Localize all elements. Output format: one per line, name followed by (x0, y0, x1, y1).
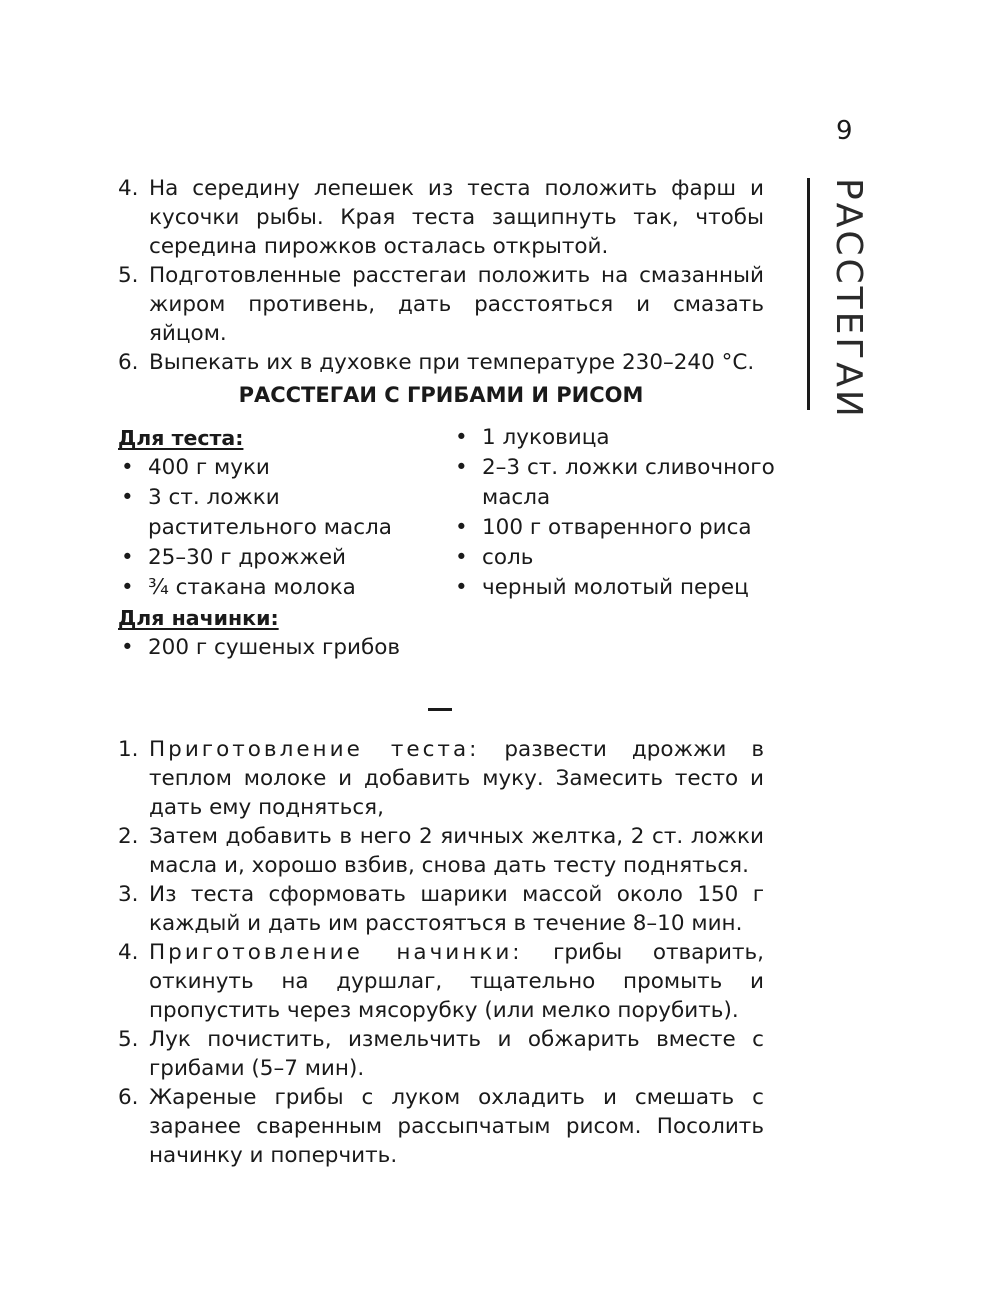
step-item (118, 1083, 764, 1170)
step-item (118, 880, 764, 938)
filling-heading: Для начинки: (118, 606, 279, 630)
ingredient-item: • 400 г муки (118, 453, 448, 483)
step-item (118, 735, 764, 822)
step-item (118, 1025, 764, 1083)
step-number: 4. (118, 176, 139, 201)
step-item (118, 174, 764, 261)
step-item (118, 348, 764, 377)
chapter-title: РАССТЕГАИ (828, 178, 869, 420)
steps-list-top (118, 174, 764, 377)
filling-ingredients-right (452, 423, 782, 603)
step-text: Подготовленные расстегаи положить на смазанный жиром противень, дать расстояться и смазать яйцом. (149, 263, 764, 346)
dough-heading: Для теста: (118, 426, 244, 450)
ingredient-item: • ¾ стакана молока (118, 573, 448, 603)
page-number: 9 (836, 116, 853, 146)
step-text: Затем добавить в него 2 яичных желтка, 2 ст. ложки масла и, хорошо взбив, снова дать тесту подняться. (149, 824, 764, 878)
step-label: Приготовление теста: (149, 737, 480, 762)
step-text: На середину лепешек из теста положить фарш и кусочки рыбы. Края теста защипнуть так, чтобы середина пирожков осталась открытой. (149, 176, 764, 259)
step-text: грибы отварить, откинуть на дуршлаг, тщательно промыть и пропустить через мясорубку (или мелко порубить). (149, 940, 764, 1023)
ingredients-left-column (118, 423, 448, 663)
ingredients-right-column (452, 423, 782, 603)
ingredient-item: • черный молотый перец (452, 573, 782, 603)
ingredient-item: • 100 г отваренного риса (452, 513, 782, 543)
step-text: Из теста сформовать шарики массой около 150 г каждый и дать им расстоятъся в течение 8–10 мин. (149, 882, 764, 936)
recipe-title: РАССТЕГАИ С ГРИБАМИ И РИСОМ (238, 383, 644, 407)
step-item (118, 938, 764, 1025)
ingredient-item: • 25–30 г дрожжей (118, 543, 448, 573)
step-number: 5. (118, 263, 139, 288)
ingredient-item: • 3 ст. ложки растительного масла (118, 483, 448, 543)
step-number: 6. (118, 1085, 139, 1110)
step-text: развести дрожжи в теплом молоке и добавить муку. Замесить тесто и дать ему подняться, (149, 737, 764, 820)
step-label: Приготовление начинки: (149, 940, 523, 965)
section-divider (428, 708, 452, 711)
dough-ingredients (118, 453, 448, 603)
step-text: Жареные грибы с луком охладить и смешать с заранее сваренным рассыпчатым рисом. Посолить начинку и поперчить. (149, 1085, 764, 1168)
step-number: 3. (118, 882, 139, 907)
step-number: 1. (118, 737, 139, 762)
steps-list-bottom (118, 735, 764, 1170)
step-item (118, 822, 764, 880)
ingredient-item: • соль (452, 543, 782, 573)
step-text: Лук почистить, измельчить и обжарить вместе с грибами (5–7 мин). (149, 1027, 764, 1081)
ingredient-item: • 1 луковица (452, 423, 782, 453)
step-number: 5. (118, 1027, 139, 1052)
step-number: 4. (118, 940, 139, 965)
side-rule (807, 178, 810, 410)
ingredient-item: • 2–3 ст. ложки сливочного масла (452, 453, 782, 513)
filling-ingredients-left (118, 633, 448, 663)
step-item (118, 261, 764, 348)
step-number: 2. (118, 824, 139, 849)
step-number: 6. (118, 350, 139, 375)
step-text: Выпекать их в духовке при температуре 230–240 °C. (149, 350, 755, 375)
ingredient-item: • 200 г сушеных грибов (118, 633, 448, 663)
